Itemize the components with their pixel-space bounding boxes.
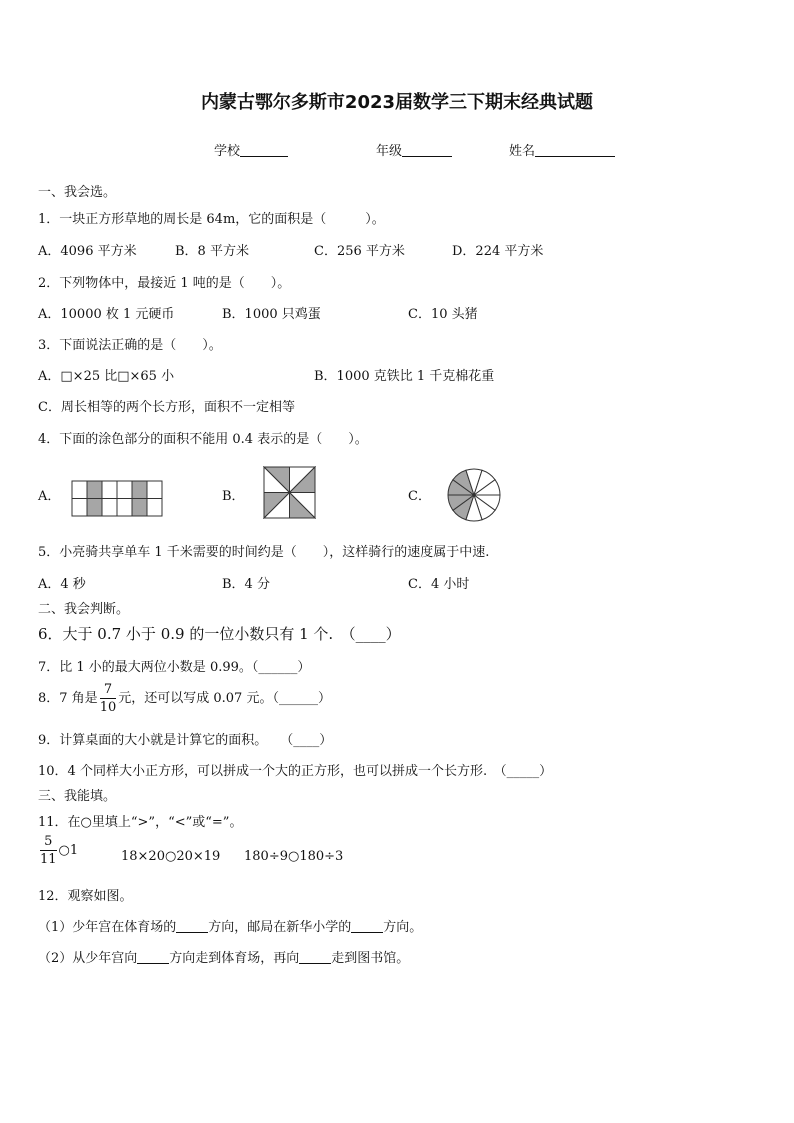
q11-expr-3[interactable]: 180÷9○180÷3 xyxy=(244,849,344,864)
question-5: 5．小亮骑共享单车 1 千米需要的时间约是（ ），这样骑行的速度属于中速. xyxy=(38,545,490,560)
q2-option-c[interactable]: C．10 头猪 xyxy=(408,307,478,322)
question-12: 12．观察如图。 xyxy=(38,889,133,904)
section-1-heading: 一、我会选。 xyxy=(38,185,117,200)
q1-option-b[interactable]: B．8 平方米 xyxy=(175,244,249,259)
grid-cell xyxy=(72,499,87,517)
grid-cell xyxy=(147,481,162,499)
q12-p2-text-a: （2）从少年宫向 xyxy=(38,951,138,966)
q12-part-2 xyxy=(38,947,409,966)
school-field xyxy=(214,140,288,159)
q8-prefix: 8．7 角是 xyxy=(38,691,98,706)
grid-cell xyxy=(117,499,132,517)
figure-c-circle xyxy=(446,467,502,523)
q11-fraction xyxy=(40,835,57,866)
q12-p1-text-b: 方向，邮局在新华小学的 xyxy=(208,920,352,935)
q4-option-c[interactable]: C． xyxy=(408,489,431,504)
q5-option-c[interactable]: C．4 小时 xyxy=(408,577,470,592)
question-8 xyxy=(38,683,331,714)
q3-option-c[interactable]: C．周长相等的两个长方形，面积不一定相等 xyxy=(38,400,295,415)
name-label: 姓名 xyxy=(509,144,536,159)
q12-p1-blank-1[interactable] xyxy=(176,920,208,933)
figure-b-square xyxy=(263,466,316,519)
school-blank[interactable] xyxy=(240,143,288,157)
q12-p2-blank-1[interactable] xyxy=(137,951,169,964)
q11-expressions xyxy=(38,835,78,866)
grid-cell xyxy=(72,481,87,499)
question-6: 6．大于 0.7 小于 0.9 的一位小数只有 1 个. （____） xyxy=(38,625,401,643)
grid-cell xyxy=(87,481,102,499)
question-3: 3．下面说法正确的是（ ）。 xyxy=(38,338,222,353)
question-2: 2．下列物体中，最接近 1 吨的是（ ）。 xyxy=(38,276,291,291)
q2-option-b[interactable]: B．1000 只鸡蛋 xyxy=(222,307,321,322)
question-9: 9．计算桌面的大小就是计算它的面积。 （____） xyxy=(38,733,333,748)
q8-denominator: 10 xyxy=(99,700,117,715)
question-11: 11．在○里填上“>”，“<”或“=”。 xyxy=(38,815,243,830)
grid-cell xyxy=(117,481,132,499)
q2-option-a[interactable]: A．10000 枚 1 元硬币 xyxy=(38,307,175,322)
q12-part-1 xyxy=(38,916,422,935)
section-3-heading: 三、我能填。 xyxy=(38,789,117,804)
q1-option-a[interactable]: A．4096 平方米 xyxy=(38,244,137,259)
grade-field xyxy=(376,140,452,159)
grid-cell xyxy=(132,481,147,499)
q11-expr-2[interactable]: 18×20○20×19 xyxy=(121,849,221,864)
page-title: 内蒙古鄂尔多斯市2023届数学三下期末经典试题 xyxy=(200,92,594,113)
q12-p1-blank-2[interactable] xyxy=(351,920,383,933)
q4-option-b[interactable]: B． xyxy=(222,489,245,504)
grade-blank[interactable] xyxy=(402,143,452,157)
q12-p1-text-a: （1）少年宫在体育场的 xyxy=(38,920,177,935)
grid-cell xyxy=(147,499,162,517)
q8-fraction xyxy=(100,683,117,714)
q12-p2-text-b: 方向走到体育场，再向 xyxy=(169,951,300,966)
q5-option-a[interactable]: A．4 秒 xyxy=(38,577,86,592)
q12-p1-text-c: 方向。 xyxy=(383,920,423,935)
grid-cell xyxy=(87,499,102,517)
q8-suffix: 元，还可以写成 0.07 元。（______） xyxy=(118,691,331,706)
question-4: 4．下面的涂色部分的面积不能用 0.4 表示的是（ ）。 xyxy=(38,432,368,447)
grade-label: 年级 xyxy=(376,144,403,159)
q11-expr-1[interactable]: ○1 xyxy=(58,843,79,858)
grid-cell xyxy=(102,481,117,499)
q12-p2-text-c: 走到图书馆。 xyxy=(331,951,410,966)
question-1: 1．一块正方形草地的周长是 64m，它的面积是（ ）。 xyxy=(38,212,385,227)
q3-option-b[interactable]: B．1000 克铁比 1 千克棉花重 xyxy=(314,369,495,384)
q1-option-c[interactable]: C．256 平方米 xyxy=(314,244,405,259)
name-field xyxy=(509,140,615,159)
q11-denominator: 11 xyxy=(40,852,57,867)
q12-p2-blank-2[interactable] xyxy=(299,951,331,964)
q5-option-b[interactable]: B．4 分 xyxy=(222,577,270,592)
q4-option-a[interactable]: A． xyxy=(38,489,61,504)
question-7: 7．比 1 小的最大两位小数是 0.99。（______） xyxy=(38,660,311,675)
school-label: 学校 xyxy=(214,144,241,159)
q1-option-d[interactable]: D．224 平方米 xyxy=(452,244,544,259)
section-2-heading: 二、我会判断。 xyxy=(38,602,130,617)
q11-numerator: 5 xyxy=(40,835,57,851)
figure-a-grid xyxy=(71,480,164,517)
q3-option-a[interactable]: A．□×25 比□×65 小 xyxy=(38,369,175,384)
grid-cell xyxy=(132,499,147,517)
name-blank[interactable] xyxy=(535,143,615,157)
question-10: 10．4 个同样大小正方形，可以拼成一个大的正方形，也可以拼成一个长方形. （_____） xyxy=(38,764,553,779)
q8-numerator: 7 xyxy=(100,683,117,699)
grid-cell xyxy=(102,499,117,517)
